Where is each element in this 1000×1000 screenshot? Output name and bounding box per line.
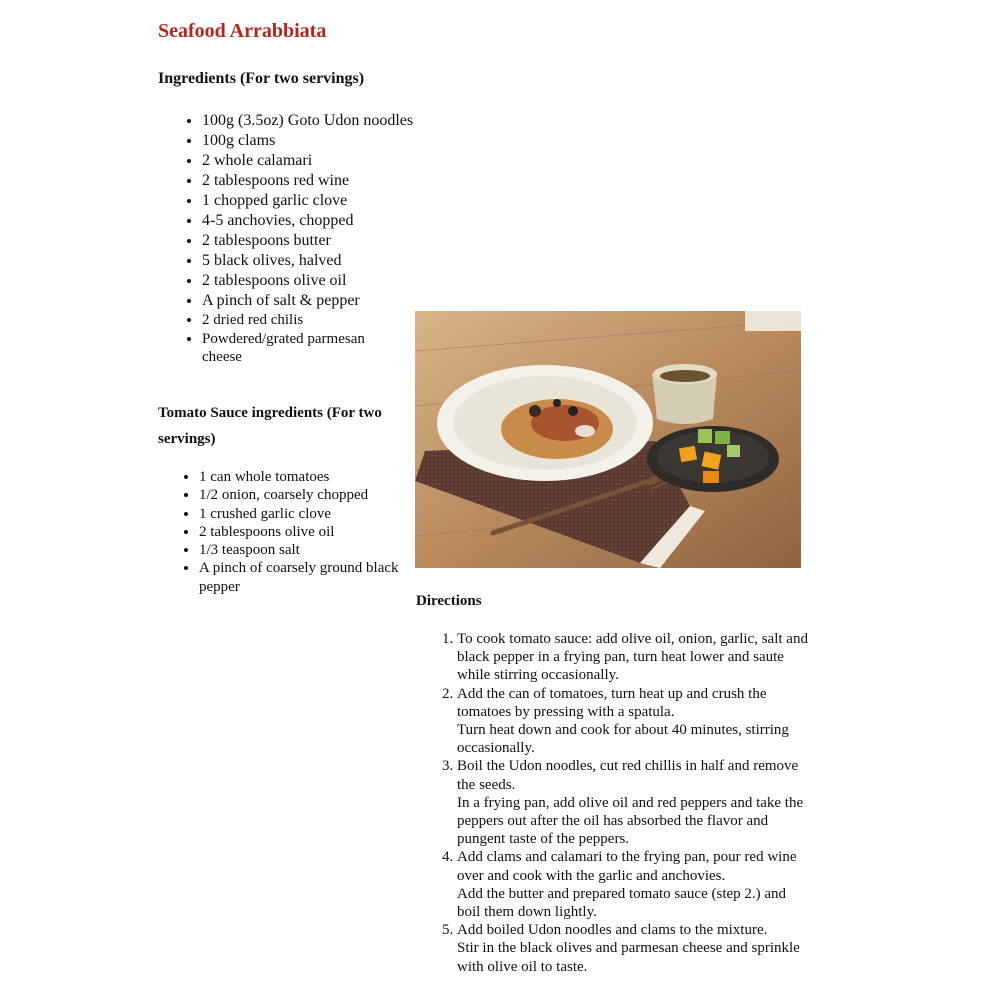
step-text: Stir in the black olives and parmesan cheese and sprinkle with olive oil to taste. xyxy=(457,940,800,975)
direction-step xyxy=(457,757,813,848)
list-item: • 2 tablespoons butter xyxy=(202,231,472,251)
step-text: 3. Boil the Udon noodles, cut red chillis in half and remove the seeds. xyxy=(457,758,799,793)
direction-step xyxy=(457,921,813,976)
list-item: • 100g clams xyxy=(202,131,472,151)
list-item: • 2 dried red chilis xyxy=(202,311,472,330)
list-item: • 2 tablespoons red wine xyxy=(202,171,472,191)
list-item: • 2 tablespoons olive oil xyxy=(202,271,472,291)
step-text: 2. Add the can of tomatoes, turn heat up and crush the tomatoes by pressing with a spatula. xyxy=(457,685,767,720)
list-item: • 100g (3.5oz) Goto Udon noodles xyxy=(202,111,472,131)
ingredients-heading: Ingredients (For two servings) xyxy=(158,70,365,87)
list-item: • 2 tablespoons olive oil xyxy=(199,523,409,541)
list-item: • 1 chopped garlic clove xyxy=(202,191,472,211)
recipe-title: Seafood Arrabbiata xyxy=(158,20,327,42)
list-item: • 1 crushed garlic clove xyxy=(199,505,409,523)
list-item: • 1 can whole tomatoes xyxy=(199,468,409,486)
list-item: • Powdered/grated parmesan cheese xyxy=(202,330,382,367)
list-item: • A pinch of coarsely ground black pepper xyxy=(199,559,409,596)
step-text: Turn heat down and cook for about 40 minutes, stirring occasionally. xyxy=(457,722,789,757)
list-item: • A pinch of salt & pepper xyxy=(202,291,472,311)
list-item: • 5 black olives, halved xyxy=(202,251,472,271)
direction-step xyxy=(457,848,813,921)
list-item: • 1/2 onion, coarsely chopped xyxy=(199,486,409,504)
dish-photo xyxy=(415,311,801,568)
list-item: • 2 whole calamari xyxy=(202,151,472,171)
directions-heading: Directions xyxy=(416,593,482,609)
step-text: 4. Add clams and calamari to the frying pan, pour red wine over and cook with the garlic and anchovies. xyxy=(457,849,797,884)
direction-step xyxy=(457,685,813,758)
step-text: 1. To cook tomato sauce: add olive oil, onion, garlic, salt and black pepper in a frying pan, turn heat lower and saute while stirring occasionally. xyxy=(457,631,808,684)
list-item: • 1/3 teaspoon salt xyxy=(199,541,409,559)
sauce-ingredients-list xyxy=(181,468,409,596)
step-text: In a frying pan, add olive oil and red peppers and take the peppers out after the oil has absorbed the flavor and pungent taste of the peppers. xyxy=(457,794,804,848)
list-item: • 4-5 anchovies, chopped xyxy=(202,211,472,231)
step-text: Add the butter and prepared tomato sauce (step 2.) and boil them down lightly. xyxy=(457,885,787,921)
directions-list xyxy=(438,630,813,976)
dish-photo-illustration xyxy=(415,311,801,568)
sauce-ingredients-heading: Tomato Sauce ingredients (For two servings) xyxy=(158,405,382,447)
step-text: 5. Add boiled Udon noodles and clams to the mixture. xyxy=(457,922,768,939)
direction-step xyxy=(457,630,813,685)
